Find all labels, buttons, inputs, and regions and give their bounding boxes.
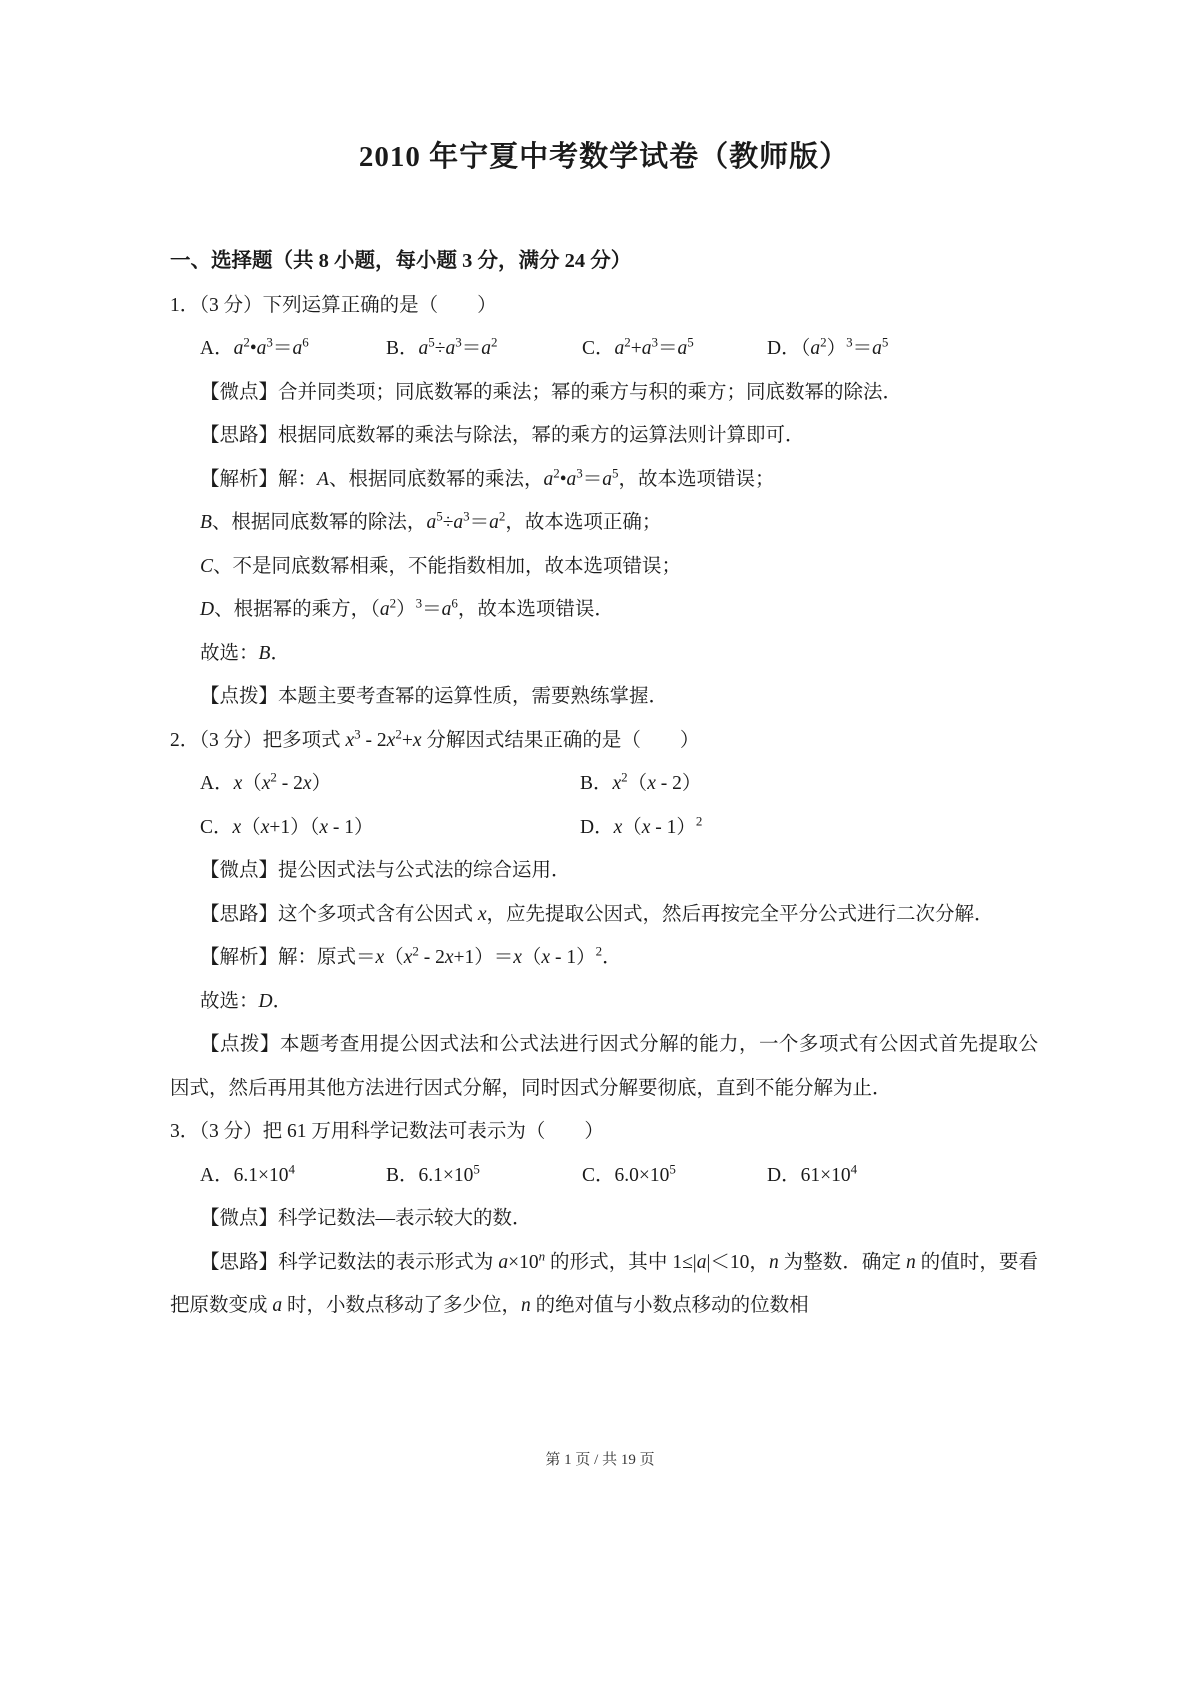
q2-option-d: D．x（x - 1）$^2$ (580, 813, 703, 838)
q3-options-row (170, 1154, 1038, 1198)
q2-idea-line: 【思路】这个多项式含有公因式 x，应先提取公因式，然后再按完全平分公式进行二次分解． (200, 903, 994, 925)
q3-option-b: B．$6.1\times 10^5$ (386, 1161, 480, 1186)
q1-analysis-line-c: C、不是同底数幂相乘，不能指数相加，故本选项错误； (200, 555, 682, 577)
q3-idea-line: 【思路】科学记数法的表示形式为 $a\times 10^n$ 的形式，其中 1≤|a|＜10，n 为整数．确定 n 的值时，要看把原数变成 a 时，小数点移动了多少位，n 的绝对值与小数点移动的位数相 (170, 1248, 1038, 1316)
q3-keypoint-line: 【微点】科学记数法—表示较大的数． (200, 1208, 532, 1229)
section-heading: 一、选择题（共 8 小题，每小题 3 分，满分 24 分） (170, 250, 632, 272)
q1-option-a: A．$a^2•a^3=a^6$ (200, 334, 309, 359)
q1-keypoint-line: 【微点】合并同类项；同底数幂的乘法；幂的乘方与积的乘方；同底数幂的除法． (200, 381, 903, 403)
q2-answer-line: 故选：D． (200, 990, 293, 1012)
q2-note-line: 【点拨】本题考查用提公因式法和公式法进行因式分解的能力，一个多项式有公因式首先提取公因式，然后再用其他方法进行因式分解，同时因式分解要彻底，直到不能分解为止． (170, 1034, 1038, 1099)
q1-option-d: D．$(a^2)^3=a^5$ (767, 334, 889, 359)
q3-stem: 3．（3 分）把 61 万用科学记数法可表示为（ ） (170, 1121, 604, 1142)
q2-option-c: C．x（x+1）（x - 1） (200, 816, 374, 838)
q2-option-b: B．$x^2(x - 2)$ (580, 769, 702, 794)
page-title: 2010 年宁夏中考数学试卷（教师版） (358, 141, 850, 173)
q2-analysis-line: 【解析】解：原式$=x(x^2 - 2x+1)=x(x - 1)^2$． (200, 943, 622, 968)
q2-stem: 2．（3 分）把多项式 $x^3 - 2x^2+x$ 分解因式结果正确的是（ ） (170, 726, 700, 751)
q3-option-d: D．$61\times 10^4$ (767, 1161, 858, 1186)
q1-analysis-line-d: D、根据幂的乘方，$(a^2)^3=a^6$，故本选项错误． (200, 595, 614, 620)
q1-option-b: B．$a^5\div a^3=a^2$ (386, 334, 498, 359)
q1-analysis-line-b: B、根据同底数幂的除法，$a^5\div a^3=a^2$，故本选项正确； (200, 508, 662, 533)
q3-option-a: A．$6.1\times 10^4$ (200, 1161, 295, 1186)
q1-analysis-line: 【解析】解：A、根据同底数幂的乘法，$a^2•a^3=a^5$，故本选项错误； (200, 465, 775, 490)
q2-options-grid (170, 762, 1038, 849)
q1-note-line: 【点拨】本题主要考查幂的运算性质，需要熟练掌握． (200, 686, 669, 707)
page-footer: 第 1 页 / 共 19 页 (545, 1452, 655, 1468)
q2-option-a: A．$x(x^2 - 2x)$ (200, 769, 332, 794)
q1-stem: 1．（3 分）下列运算正确的是（ ） (170, 294, 497, 316)
q1-idea-line: 【思路】根据同底数幂的乘法与除法，幂的乘方的运算法则计算即可． (200, 425, 805, 446)
q1-option-c: C．$a^2+a^3=a^5$ (582, 334, 694, 359)
q1-answer-line: 故选：B． (200, 642, 290, 664)
q1-options-row (170, 327, 1038, 371)
q3-option-c: C．$6.0\times 10^5$ (582, 1161, 676, 1186)
q2-keypoint-line: 【微点】提公因式法与公式法的综合运用． (200, 860, 571, 881)
